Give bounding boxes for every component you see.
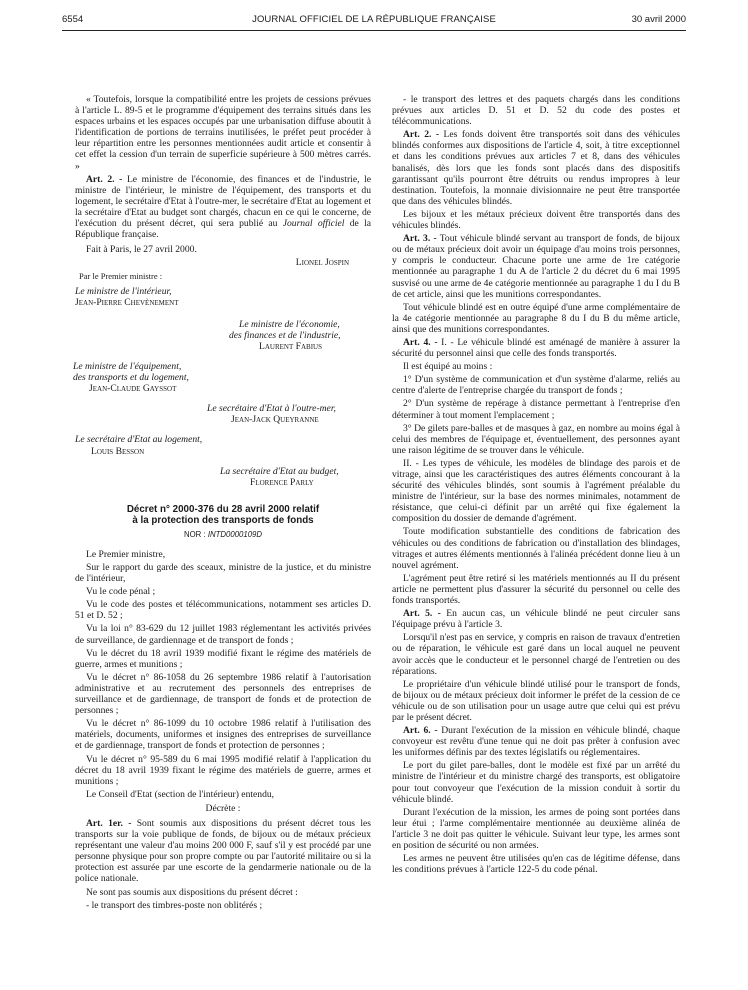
decree-title-line: Décret n° 2000-376 du 28 avril 2000 relatif — [126, 503, 320, 515]
signatory-name: Jean-Claude Gayssot — [89, 383, 177, 395]
signatory-title: Le secrétaire d'Etat à l'outre-mer, — [207, 403, 336, 415]
paragraph: - le transport des lettres et des paquets chargés dans les conditions prévues aux articles D. 51 et D. 52 du code des postes et télécommunications. — [392, 94, 680, 128]
signatory-title: Le ministre de l'équipement, — [73, 360, 182, 372]
signatory-name: Lionel Jospin — [295, 257, 349, 269]
article-label: Art. 6. - — [403, 725, 438, 737]
paragraph: Durant l'exécution de la mission, les armes de poing sont portées dans leur étui ; l'arme complémentaire mentionnée au deuxième alinéa de l'article 3 ne doit pas quitter le véhicule. Suivant leur type, les armes sont en position de sécurité ou non armées. — [392, 806, 680, 851]
paragraph: Toute modification substantielle des conditions de fabrication des véhicules ou des conditions de fabrication ou d'installation des blindages, vitrages et autres éléments mentionnés à l'alinéa précédent donne lieu à un nouvel agrément. — [392, 526, 680, 571]
signature-block — [207, 403, 371, 425]
nor-reference — [75, 529, 371, 540]
paragraph: Sur le rapport du garde des sceaux, ministre de la justice, et du ministre de l'intérieur, — [75, 562, 371, 585]
article-label: Art. 2. - — [86, 173, 123, 185]
signature-block — [75, 286, 371, 308]
article-label: Art. 2. - — [403, 129, 440, 141]
paragraph: Tout véhicule blindé est en outre équipé d'une arme complémentaire de la 4e catégorie mentionnée au paragraphe 8 du I du B du même article, ainsi que des munitions correspondantes. — [392, 301, 680, 335]
paragraph: Le Premier ministre, — [86, 548, 166, 560]
article-text-end: de la République française. — [75, 218, 372, 241]
signatory-name: Jean-Pierre Chevènement — [75, 296, 179, 308]
article-paragraph — [75, 818, 371, 885]
article-paragraph — [75, 174, 371, 241]
article-label: Art. 1er. - — [86, 817, 132, 829]
article-paragraph — [392, 337, 680, 359]
decrees-heading: Décrète : — [205, 802, 241, 814]
page-header — [62, 11, 686, 29]
paragraph: II. - Les types de véhicule, les modèles de blindage des parois et de vitrage, ainsi que les caractéristiques des autres éléments concourant à la sécurité des véhicules blindés, sont soumis à l'agrément préalable du ministre de l'intérieur, sur la base des normes minimales, notamment de résistance, que celui-ci définit par un arrêté qui fixe également la composition du dossier de demande d'agrément. — [392, 457, 680, 525]
paragraph: Les bijoux et les métaux précieux doivent être transportés dans des véhicules blindés. — [392, 208, 680, 232]
article-paragraph — [392, 233, 680, 300]
signatory-title: Le ministre de l'intérieur, — [75, 285, 172, 297]
page-number: 6554 — [62, 14, 84, 25]
article-label: Art. 4. - — [403, 336, 438, 348]
article-text: Les fonds doivent être transportés soit dans des véhicules blindés conformes aux dispositions de l'article 4, soit, à titre exceptionnel et dans les conditions prévues aux articles 7 et 8, dans des véhicules banalisés, dès lors que les fonds sont placés dans des dispositifs garantissant qu'ils pourront être détruits ou rendus impropres à leur destination. Toutefois, la monnaie divisionnaire ne peut être transportée que dans des véhicules blindés. — [392, 129, 680, 207]
journal-reference: Journal officiel — [282, 218, 345, 230]
article-text: Sont soumis aux dispositions du présent décret tous les transports sur la voie publique de fonds, de bijoux ou de métaux précieux représentant une valeur d'au moins 200 000 F, sauf s'il y est procédé par une personne physique pour son propre compte ou par l'autorité militaire ou si la protection est assurée par une escorte de la gendarmerie nationale ou de la police nationale. — [75, 817, 371, 885]
paragraph: Vu le code pénal ; — [86, 586, 156, 598]
paragraph: 3° De gilets pare-balles et de masques à gaz, en nombre au moins égal à celui des membres de l'équipage et, éventuellement, des personnes ayant une raison légitime de se trouver dans le véhicule. — [392, 422, 680, 456]
paragraph: « Toutefois, lorsque la compatibilité entre les projets de cessions prévues à l'article L. 89-5 et le programme d'équipement des terrains situés dans les espaces urbains et les espaces occupés par une urbanisation diffuse aboutit à l'identification de portions de terrains inutilisées, le préfet peut procéder à leur répartition entre les personnes mentionnées audit article et consentir à cet effet la cession d'un terrain de superficie supérieure à 500 mètres carrés. » — [75, 94, 371, 172]
paragraph: Le propriétaire d'un véhicule blindé utilisé pour le transport de fonds, de bijoux ou de métaux précieux doit informer le préfet de la cession de ce véhicule ou de son utilisation pour un usage autre que celui qui est prévu par le présent décret. — [392, 678, 680, 723]
signature-date: Fait à Paris, le 27 avril 2000. — [86, 244, 197, 256]
signatory-title: des finances et de l'industrie, — [229, 329, 341, 341]
paragraph: - le transport des timbres-poste non oblitérés ; — [86, 899, 263, 911]
paragraph: Vu le décret n° 95-589 du 6 mai 1995 modifié relatif à l'application du décret du 18 avril 1939 fixant le régime des matériels de guerre, armes et munitions ; — [75, 753, 371, 787]
by-prime-minister: Par le Premier ministre : — [79, 271, 163, 282]
article-text: En aucun cas, un véhicule blindé ne peut circuler sans l'équipage prévu à l'article 3. — [392, 608, 681, 631]
paragraph: Vu le décret n° 86-1058 du 26 septembre 1986 relatif à l'autorisation administrative et au recrutement des personnels des entreprises de surveillance et de gardiennage, de transport de fonds et de protection de personnes ; — [75, 671, 371, 717]
paragraph: Lorsqu'il n'est pas en service, y compris en raison de travaux d'entretien ou de réparation, le véhicule est garé dans un local auquel ne peuvent avoir accès que le conducteur et le personnel chargé de l'entretien ou des réparations. — [392, 632, 680, 677]
paragraph: 2° D'un système de repérage à distance permettant à l'entreprise d'en déterminer à tout moment l'emplacement ; — [392, 398, 680, 421]
paragraph: Les armes ne peuvent être utilisées qu'en cas de légitime défense, dans les conditions prévues à l'article 122-5 du code pénal. — [392, 853, 680, 876]
article-label: Art. 5. - — [403, 608, 441, 620]
prime-minister-signature — [75, 257, 371, 268]
issue-date: 30 avril 2000 — [631, 14, 686, 25]
signatory-title: La secrétaire d'Etat au budget, — [220, 465, 339, 477]
paragraph: Vu le décret du 18 avril 1939 modifié fixant le régime des matériels de guerre, armes et munitions ; — [75, 647, 371, 670]
signatory-title: Le ministre de l'économie, — [239, 318, 340, 330]
paragraph: Le Conseil d'Etat (section de l'intérieur) entendu, — [86, 788, 275, 800]
paragraph: Vu le code des postes et télécommunications, notamment ses articles D. 51 et D. 52 ; — [75, 599, 371, 622]
paragraph: Vu le décret n° 86-1099 du 10 octobre 1986 relatif à l'utilisation des matériels, documents, uniformes et insignes des entreprises de surveillance et de gardiennage, transport de fonds et protection de personnes ; — [75, 718, 371, 752]
article-label: Art. 3. - — [403, 233, 437, 245]
signatory-name: Louis Besson — [91, 445, 145, 457]
article-text: Durant l'exécution de la mission en véhicule blindé, chaque convoyeur est revêtu d'une tenue qui ne doit pas prêter à confusion avec les uniformes définis par des textes législatifs ou réglementaires. — [392, 725, 680, 759]
decree-title-line: à la protection des transports de fonds — [132, 515, 314, 527]
signatory-title: des transports et du logement, — [73, 372, 189, 384]
article-paragraph — [392, 725, 680, 758]
article-text: Le ministre de l'économie, des finances et de l'industrie, le ministre de l'intérieur, le ministre de l'équipement, des transports et du logement, le secrétaire d'Etat à l'outre-mer, le secrétaire d'Etat au logement et la secrétaire d'Etat au budget sont chargés, chacun en ce qui le concerne, de l'exécution du présent décret, qui sera publié au — [75, 173, 371, 230]
signatory-name: Laurent Fabius — [259, 340, 322, 352]
article-text: Tout véhicule blindé servant au transport de fonds, de bijoux ou de métaux précieux doit avoir un équipage d'au moins trois personnes, y compris le conducteur. Chacune porte une arme de 1re catégorie mentionnée au paragraphe 1 du A de l'article 2 du décret du 6 mai 1995 susvisé ou une arme de 4e catégorie mentionnée au paragraphe 1 du I du B de cet article, ainsi que les munitions correspondantes. — [392, 233, 680, 300]
signature-block — [75, 434, 371, 456]
decree-title — [75, 504, 371, 527]
signatory-name: Florence Parly — [250, 476, 314, 488]
paragraph: Vu la loi n° 83-629 du 12 juillet 1983 réglementant les activités privées de surveillance, de gardiennage et de transport de fonds ; — [75, 623, 371, 646]
article-text: I. - Le véhicule blindé est aménagé de manière à assurer la sécurité du personnel ainsi que celle des fonds transportés. — [392, 336, 680, 360]
right-column — [392, 94, 680, 877]
left-column — [75, 94, 371, 913]
nor-label: NOR : — [183, 529, 206, 539]
journal-title: JOURNAL OFFICIEL DE LA RÉPUBLIQUE FRANÇAISE — [252, 14, 496, 25]
paragraph: Le port du gilet pare-balles, dont le modèle est fixé par un arrêté du ministre de l'intérieur et du ministre chargé des transports, est obligatoire pour tout convoyeur que l'exécution de la mission conduit à sortir du véhicule blindé. — [392, 760, 680, 805]
signature-block — [220, 466, 371, 488]
article-paragraph — [392, 129, 680, 207]
paragraph: 1° D'un système de communication et d'un système d'alarme, reliés au centre d'alerte de l'entreprise chargée du transport de fonds ; — [392, 374, 680, 397]
paragraph: Ne sont pas soumis aux dispositions du présent décret : — [86, 886, 298, 898]
signature-block — [73, 361, 371, 394]
article-paragraph — [392, 608, 680, 630]
nor-value: INTD0000109D — [207, 529, 263, 539]
signatory-name: Jean-Jack Queyranne — [231, 414, 319, 426]
signature-block — [229, 319, 371, 352]
paragraph: L'agrément peut être retiré si les matériels mentionnés au II du présent article ne permettent plus d'assurer la sécurité du personnel ou celle des fonds transportés. — [392, 572, 680, 607]
header-rule — [62, 30, 686, 31]
signatory-title: Le secrétaire d'Etat au logement, — [75, 434, 203, 446]
paragraph: Il est équipé au moins : — [403, 361, 493, 373]
